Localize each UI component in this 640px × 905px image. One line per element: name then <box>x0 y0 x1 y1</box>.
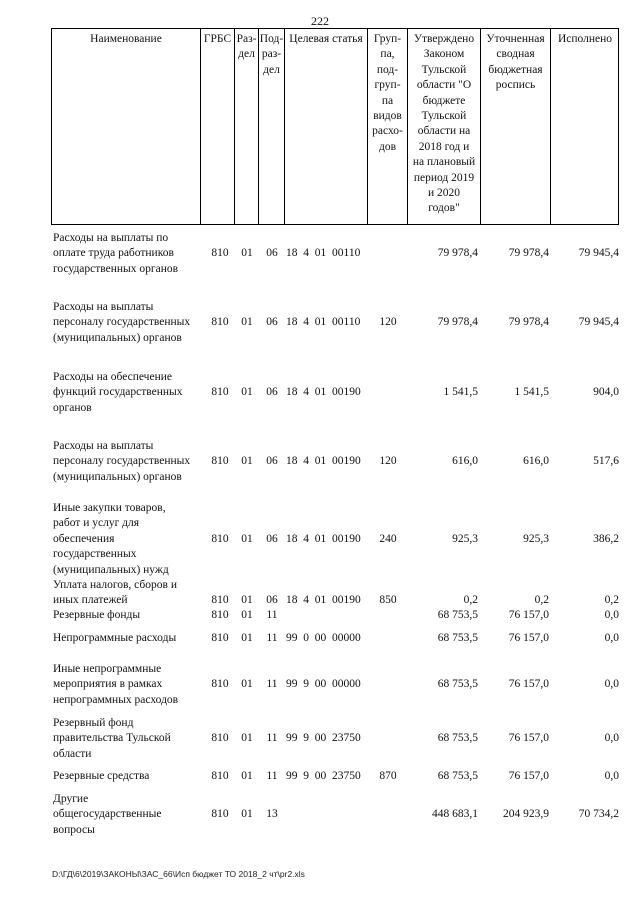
row-updated: 616,0 <box>523 455 549 468</box>
row-grbs: 810 <box>211 532 229 545</box>
header-grbs: ГРБС <box>203 33 232 45</box>
row-updated: 204 923,9 <box>503 808 549 821</box>
row-approved: 1 541,5 <box>443 386 478 399</box>
header-executed: Исполнено <box>557 33 613 45</box>
header-updated: Уточненная сводная бюджетная роспись <box>486 33 545 92</box>
row-podrazdel: 06 <box>266 594 278 607</box>
row-name: Расходы на выплаты персоналу государственных (муниципальных) органов <box>53 301 191 344</box>
row-grbs: 810 <box>211 609 229 621</box>
row-grbs: 810 <box>211 732 229 745</box>
row-grbs: 810 <box>211 808 229 821</box>
row-podrazdel: 06 <box>266 455 278 468</box>
column-divider <box>550 28 551 225</box>
row-name: Резервный фонд правительства Тульской области <box>53 717 171 760</box>
row-target-article: 18 4 01 00190 <box>286 386 361 399</box>
column-divider <box>200 28 201 225</box>
row-razdel: 01 <box>241 678 253 691</box>
row-podrazdel: 11 <box>266 770 278 782</box>
file-path: D:\ГД\6\2019\ЗАКОНЫ\ЗАС_66\Исп бюджет ТО 2018_2 чт\pr2.xls <box>52 869 305 879</box>
row-approved: 79 978,4 <box>437 247 478 260</box>
row-razdel: 01 <box>241 770 253 782</box>
row-updated: 76 157,0 <box>508 732 549 745</box>
row-updated: 76 157,0 <box>508 770 549 782</box>
row-razdel: 01 <box>241 316 253 329</box>
row-podrazdel: 06 <box>266 532 278 545</box>
row-grbs: 810 <box>211 247 229 260</box>
row-razdel: 01 <box>241 532 253 545</box>
row-updated: 79 978,4 <box>508 247 549 260</box>
row-podrazdel: 11 <box>266 732 278 745</box>
row-approved: 448 683,1 <box>432 808 478 821</box>
row-grbs: 810 <box>211 594 229 607</box>
row-podrazdel: 11 <box>266 609 278 621</box>
row-razdel: 01 <box>241 609 253 621</box>
row-name: Непрограммные расходы <box>53 632 177 644</box>
row-podrazdel: 06 <box>266 386 278 399</box>
row-updated: 925,3 <box>523 532 549 545</box>
row-razdel: 01 <box>241 455 253 468</box>
header-name: Наименование <box>90 33 162 45</box>
row-razdel: 01 <box>241 632 253 644</box>
row-razdel: 01 <box>241 732 253 745</box>
row-name: Иные закупки товаров, работ и услуг для обеспечения государственных (муниципальных) нужд <box>53 502 169 576</box>
row-executed: 0,0 <box>604 678 619 691</box>
row-executed: 0,0 <box>604 609 619 621</box>
row-name: Расходы на выплаты персоналу государственных (муниципальных) органов <box>53 440 191 483</box>
row-executed: 0,0 <box>604 770 619 782</box>
row-expense-type: 120 <box>379 316 397 329</box>
row-expense-type: 120 <box>379 455 397 468</box>
row-executed: 70 734,2 <box>578 808 619 821</box>
row-executed: 904,0 <box>593 386 619 399</box>
row-podrazdel: 11 <box>266 632 278 644</box>
row-executed: 0,0 <box>604 632 619 644</box>
row-podrazdel: 06 <box>266 316 278 329</box>
row-updated: 0,2 <box>534 594 549 607</box>
row-grbs: 810 <box>211 678 229 691</box>
row-razdel: 01 <box>241 386 253 399</box>
row-updated: 1 541,5 <box>514 386 549 399</box>
header-razdel: Раз- дел <box>236 33 257 61</box>
row-grbs: 810 <box>211 455 229 468</box>
row-razdel: 01 <box>241 247 253 260</box>
row-approved: 68 753,5 <box>437 609 478 621</box>
page-number: 222 <box>311 14 329 28</box>
row-grbs: 810 <box>211 316 229 329</box>
row-executed: 79 945,4 <box>578 316 619 329</box>
row-podrazdel: 13 <box>266 808 278 821</box>
row-grbs: 810 <box>211 386 229 399</box>
row-approved: 925,3 <box>452 532 478 545</box>
row-name: Расходы на выплаты по оплате труда работников государственных органов <box>53 232 179 275</box>
header-podrazdel: Под- раз- дел <box>259 33 284 76</box>
header-csr: Целевая статья <box>289 33 363 45</box>
row-target-article: 18 4 01 00110 <box>286 247 361 260</box>
row-approved: 0,2 <box>463 594 478 607</box>
row-approved: 68 753,5 <box>437 732 478 745</box>
row-updated: 79 978,4 <box>508 316 549 329</box>
row-name: Уплата налогов, сборов и иных платежей <box>53 579 177 607</box>
row-name: Резервные фонды <box>53 609 141 621</box>
row-updated: 76 157,0 <box>508 632 549 644</box>
row-expense-type: 850 <box>379 594 397 607</box>
row-name: Другие общегосударственные вопросы <box>53 793 162 836</box>
row-executed: 0,0 <box>604 732 619 745</box>
row-target-article: 18 4 01 00190 <box>286 594 361 607</box>
row-podrazdel: 06 <box>266 247 278 260</box>
row-executed: 517,6 <box>593 455 619 468</box>
column-divider <box>284 28 285 225</box>
row-target-article: 99 9 00 23750 <box>286 732 361 745</box>
row-executed: 0,2 <box>604 594 619 607</box>
row-razdel: 01 <box>241 808 253 821</box>
row-expense-type: 240 <box>379 532 397 545</box>
header-vid: Груп- па, под- груп- па видов расхо- дов <box>372 33 403 153</box>
row-target-article: 99 9 00 23750 <box>286 770 361 782</box>
row-executed: 79 945,4 <box>578 247 619 260</box>
row-updated: 76 157,0 <box>508 678 549 691</box>
row-updated: 76 157,0 <box>508 609 549 621</box>
row-grbs: 810 <box>211 770 229 782</box>
row-expense-type: 870 <box>379 770 397 782</box>
header-approved: Утверждено Законом Тульской области "О бюджете Тульской области на 2018 год и на плановый период 2019 и 2020 годов" <box>412 33 476 215</box>
row-approved: 68 753,5 <box>437 632 478 644</box>
row-approved: 68 753,5 <box>437 770 478 782</box>
row-name: Резервные средства <box>53 770 150 782</box>
row-target-article: 18 4 01 00190 <box>286 532 361 545</box>
row-approved: 79 978,4 <box>437 316 478 329</box>
row-target-article: 18 4 01 00190 <box>286 455 361 468</box>
row-target-article: 18 4 01 00110 <box>286 316 361 329</box>
row-approved: 68 753,5 <box>437 678 478 691</box>
row-target-article: 99 0 00 00000 <box>286 632 361 644</box>
row-approved: 616,0 <box>452 455 478 468</box>
row-target-article: 99 9 00 00000 <box>286 678 361 691</box>
row-executed: 386,2 <box>593 532 619 545</box>
row-name: Иные непрограммные мероприятия в рамках непрограммных расходов <box>53 663 179 706</box>
row-razdel: 01 <box>241 594 253 607</box>
row-podrazdel: 11 <box>266 678 278 691</box>
row-grbs: 810 <box>211 632 229 644</box>
row-name: Расходы на обеспечение функций государственных органов <box>53 371 183 414</box>
